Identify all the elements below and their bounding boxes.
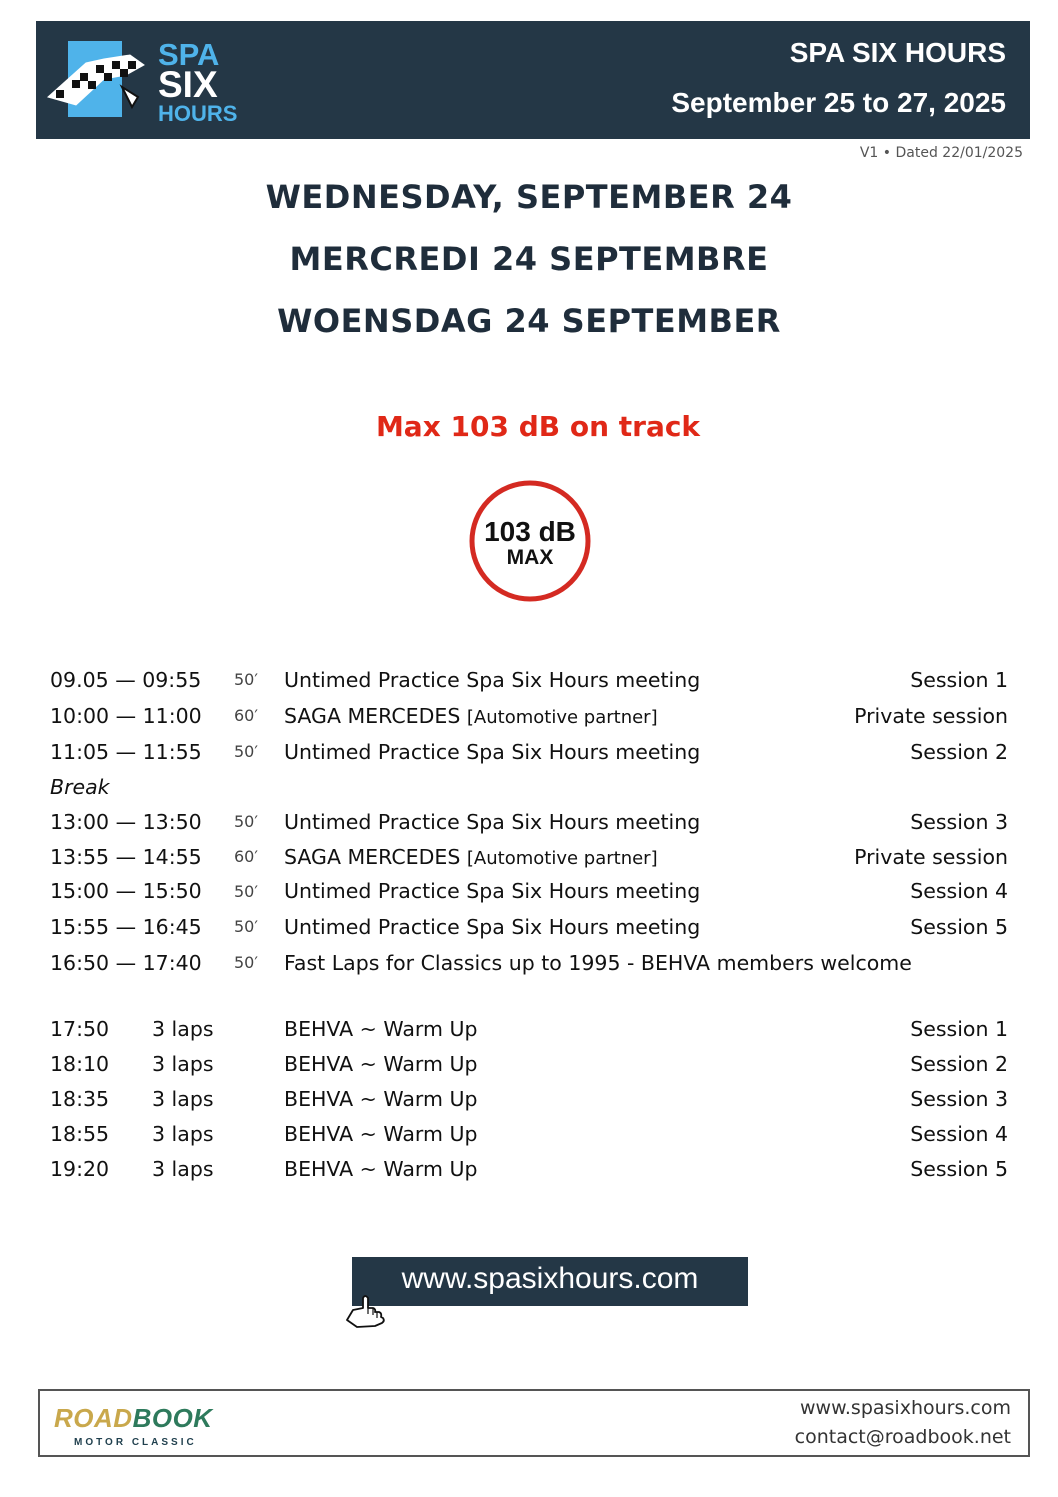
warmup-description: BEHVA ~ Warm Up (284, 1052, 478, 1076)
warmup-row (50, 1082, 1008, 1117)
warmup-description: BEHVA ~ Warm Up (284, 1122, 478, 1146)
schedule-row (50, 945, 1008, 981)
footer-box (38, 1389, 1030, 1457)
row-note: [Automotive partner] (466, 848, 658, 869)
warmup-time: 19:20 (50, 1157, 110, 1181)
warmup-laps: 3 laps (152, 1052, 214, 1076)
schedule-table (50, 662, 1008, 1187)
row-description: Untimed Practice Spa Six Hours meeting (284, 740, 701, 764)
logo-text-hours: HOURS (158, 101, 238, 126)
warmup-description: BEHVA ~ Warm Up (284, 1087, 478, 1111)
warmup-laps: 3 laps (152, 1122, 214, 1146)
schedule-row (50, 804, 1008, 840)
warmup-description: BEHVA ~ Warm Up (284, 1157, 478, 1181)
footer-website-link[interactable]: www.spasixhours.com (800, 1397, 1011, 1419)
row-duration: 50′ (234, 917, 258, 936)
schedule-row (50, 734, 1008, 770)
logo-text-spa: SPA (158, 37, 220, 72)
schedule-row (50, 698, 1008, 734)
roadbook-logo (54, 1403, 224, 1449)
warmup-row (50, 1152, 1008, 1187)
noise-sign-label: MAX (506, 546, 554, 569)
row-session: Session 2 (910, 740, 1008, 764)
roadbook-wordmark: ROADBOOK (54, 1403, 213, 1433)
warmup-row (50, 1012, 1008, 1047)
row-duration: 60′ (234, 706, 258, 725)
event-title: SPA SIX HOURS (789, 37, 1006, 68)
warmup-session: Session 3 (910, 1087, 1008, 1111)
row-duration: 50′ (234, 812, 258, 831)
row-description: Untimed Practice Spa Six Hours meeting (284, 668, 701, 692)
warmup-description: BEHVA ~ Warm Up (284, 1017, 478, 1041)
row-session: Private session (854, 704, 1008, 728)
row-session: Session 5 (910, 915, 1008, 939)
warmup-row (50, 1047, 1008, 1082)
row-description: Untimed Practice Spa Six Hours meeting (284, 915, 701, 939)
warmup-time: 18:35 (50, 1087, 110, 1111)
row-time: 15:55 — 16:45 (50, 915, 202, 939)
row-description: SAGA MERCEDES [Automotive partner] (284, 845, 658, 869)
website-link-button[interactable]: www.spasixhours.com (352, 1257, 748, 1306)
version-date: V1 • Dated 22/01/2025 (859, 145, 1023, 161)
warmup-laps: 3 laps (152, 1087, 214, 1111)
header-banner (36, 21, 1030, 139)
row-session: Session 4 (910, 879, 1008, 903)
day-title-dutch: WOENSDAG 24 SEPTEMBER (277, 302, 781, 340)
row-description: Fast Laps for Classics up to 1995 - BEHVA members welcome (284, 951, 912, 975)
noise-limit-sign (468, 479, 592, 603)
warmup-session: Session 4 (910, 1122, 1008, 1146)
warmup-session: Session 1 (910, 1017, 1008, 1041)
day-title-english: WEDNESDAY, SEPTEMBER 24 (265, 178, 793, 216)
section-spacer (50, 981, 1008, 1012)
day-title-french: MERCREDI 24 SEPTEMBRE (289, 240, 769, 278)
warmup-time: 18:10 (50, 1052, 110, 1076)
row-session: Session 1 (910, 668, 1008, 692)
row-session: Session 3 (910, 810, 1008, 834)
row-time: 11:05 — 11:55 (50, 740, 202, 764)
row-note: [Automotive partner] (466, 707, 658, 728)
row-description: SAGA MERCEDES [Automotive partner] (284, 704, 658, 728)
footer-email-link[interactable]: contact@roadbook.net (794, 1426, 1011, 1448)
logo-text-six: SIX (158, 64, 218, 105)
roadbook-tagline: MOTOR CLASSIC (74, 1437, 197, 1448)
row-duration: 50′ (234, 742, 258, 761)
spa-six-hours-logo (46, 35, 256, 127)
schedule-row (50, 909, 1008, 945)
row-time: 16:50 — 17:40 (50, 951, 202, 975)
schedule-row (50, 840, 1008, 874)
event-dates: September 25 to 27, 2025 (671, 87, 1006, 118)
row-time: 13:55 — 14:55 (50, 845, 202, 869)
row-time: 10:00 — 11:00 (50, 704, 202, 728)
warmup-session: Session 5 (910, 1157, 1008, 1181)
row-time: 13:00 — 13:50 (50, 810, 202, 834)
warmup-laps: 3 laps (152, 1157, 214, 1181)
break-row: Break (50, 775, 110, 799)
row-description: Untimed Practice Spa Six Hours meeting (284, 810, 701, 834)
warmup-time: 17:50 (50, 1017, 110, 1041)
row-duration: 60′ (234, 847, 258, 866)
warmup-time: 18:55 (50, 1122, 110, 1146)
schedule-row (50, 662, 1008, 698)
row-duration: 50′ (234, 670, 258, 689)
warmup-session: Session 2 (910, 1052, 1008, 1076)
row-duration: 50′ (234, 882, 258, 901)
pointing-hand-icon (343, 1290, 387, 1330)
warmup-laps: 3 laps (152, 1017, 214, 1041)
row-time: 15:00 — 15:50 (50, 879, 202, 903)
row-time: 09.05 — 09:55 (50, 668, 202, 692)
warmup-row (50, 1117, 1008, 1152)
row-description: Untimed Practice Spa Six Hours meeting (284, 879, 701, 903)
noise-limit-notice: Max 103 dB on track (375, 410, 701, 443)
row-session: Private session (854, 845, 1008, 869)
row-duration: 50′ (234, 953, 258, 972)
noise-sign-value: 103 dB (484, 516, 576, 547)
schedule-row (50, 874, 1008, 909)
